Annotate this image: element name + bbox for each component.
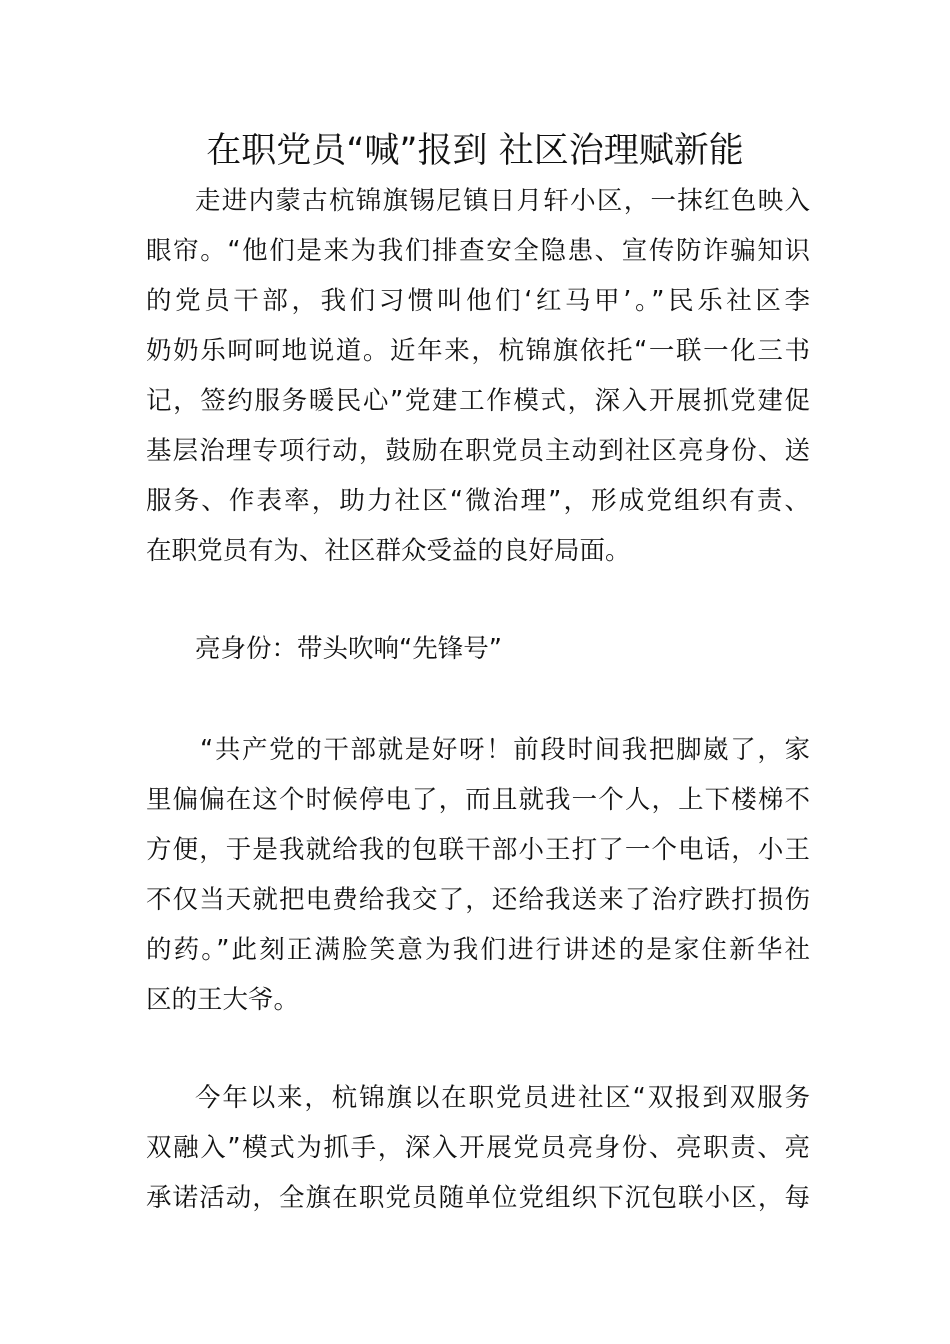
paragraph-line: 奶奶乐呵呵地说道。近年来，杭锦旗依托“一联一化三书 — [146, 336, 810, 366]
paragraph-line: 在职党员有为、社区群众受益的良好局面。 — [146, 536, 631, 566]
paragraph-line: 的党员干部，我们习惯叫他们‘红马甲’。”民乐社区李 — [146, 286, 810, 316]
paragraph-line: 今年以来，杭锦旗以在职党员进社区“双报到双服务 — [195, 1083, 810, 1113]
paragraph-line: 双融入”模式为抓手，深入开展党员亮身份、亮职责、亮 — [146, 1133, 810, 1163]
section-heading: 亮身份：带头吹响“先锋号” — [195, 634, 502, 664]
paragraph-line: 眼帘。“他们是来为我们排查安全隐患、宣传防诈骗知识 — [146, 236, 810, 266]
paragraph-line: 方便，于是我就给我的包联干部小王打了一个电话，小王 — [146, 835, 810, 865]
paragraph-line: “共产党的干部就是好呀！前段时间我把脚崴了，家 — [200, 735, 810, 765]
paragraph-line: 记，签约服务暖民心”党建工作模式，深入开展抓党建促 — [146, 386, 810, 416]
paragraph-line: 里偏偏在这个时候停电了，而且就我一个人，上下楼梯不 — [146, 785, 810, 815]
paragraph-line: 区的王大爷。 — [146, 985, 300, 1015]
paragraph-line: 不仅当天就把电费给我交了，还给我送来了治疗跌打损伤 — [146, 885, 810, 915]
paragraph-line: 走进内蒙古杭锦旗锡尼镇日月轩小区，一抹红色映入 — [195, 186, 810, 216]
paragraph-line: 承诺活动，全旗在职党员随单位党组织下沉包联小区，每 — [146, 1183, 810, 1213]
document-title: 在职党员“喊”报到 社区治理赋新能 — [206, 131, 744, 171]
paragraph-line: 的药。”此刻正满脸笑意为我们进行讲述的是家住新华社 — [146, 935, 810, 965]
paragraph-line: 服务、作表率，助力社区“微治理”，形成党组织有责、 — [146, 486, 810, 516]
paragraph-line: 基层治理专项行动，鼓励在职党员主动到社区亮身份、送 — [146, 436, 810, 466]
